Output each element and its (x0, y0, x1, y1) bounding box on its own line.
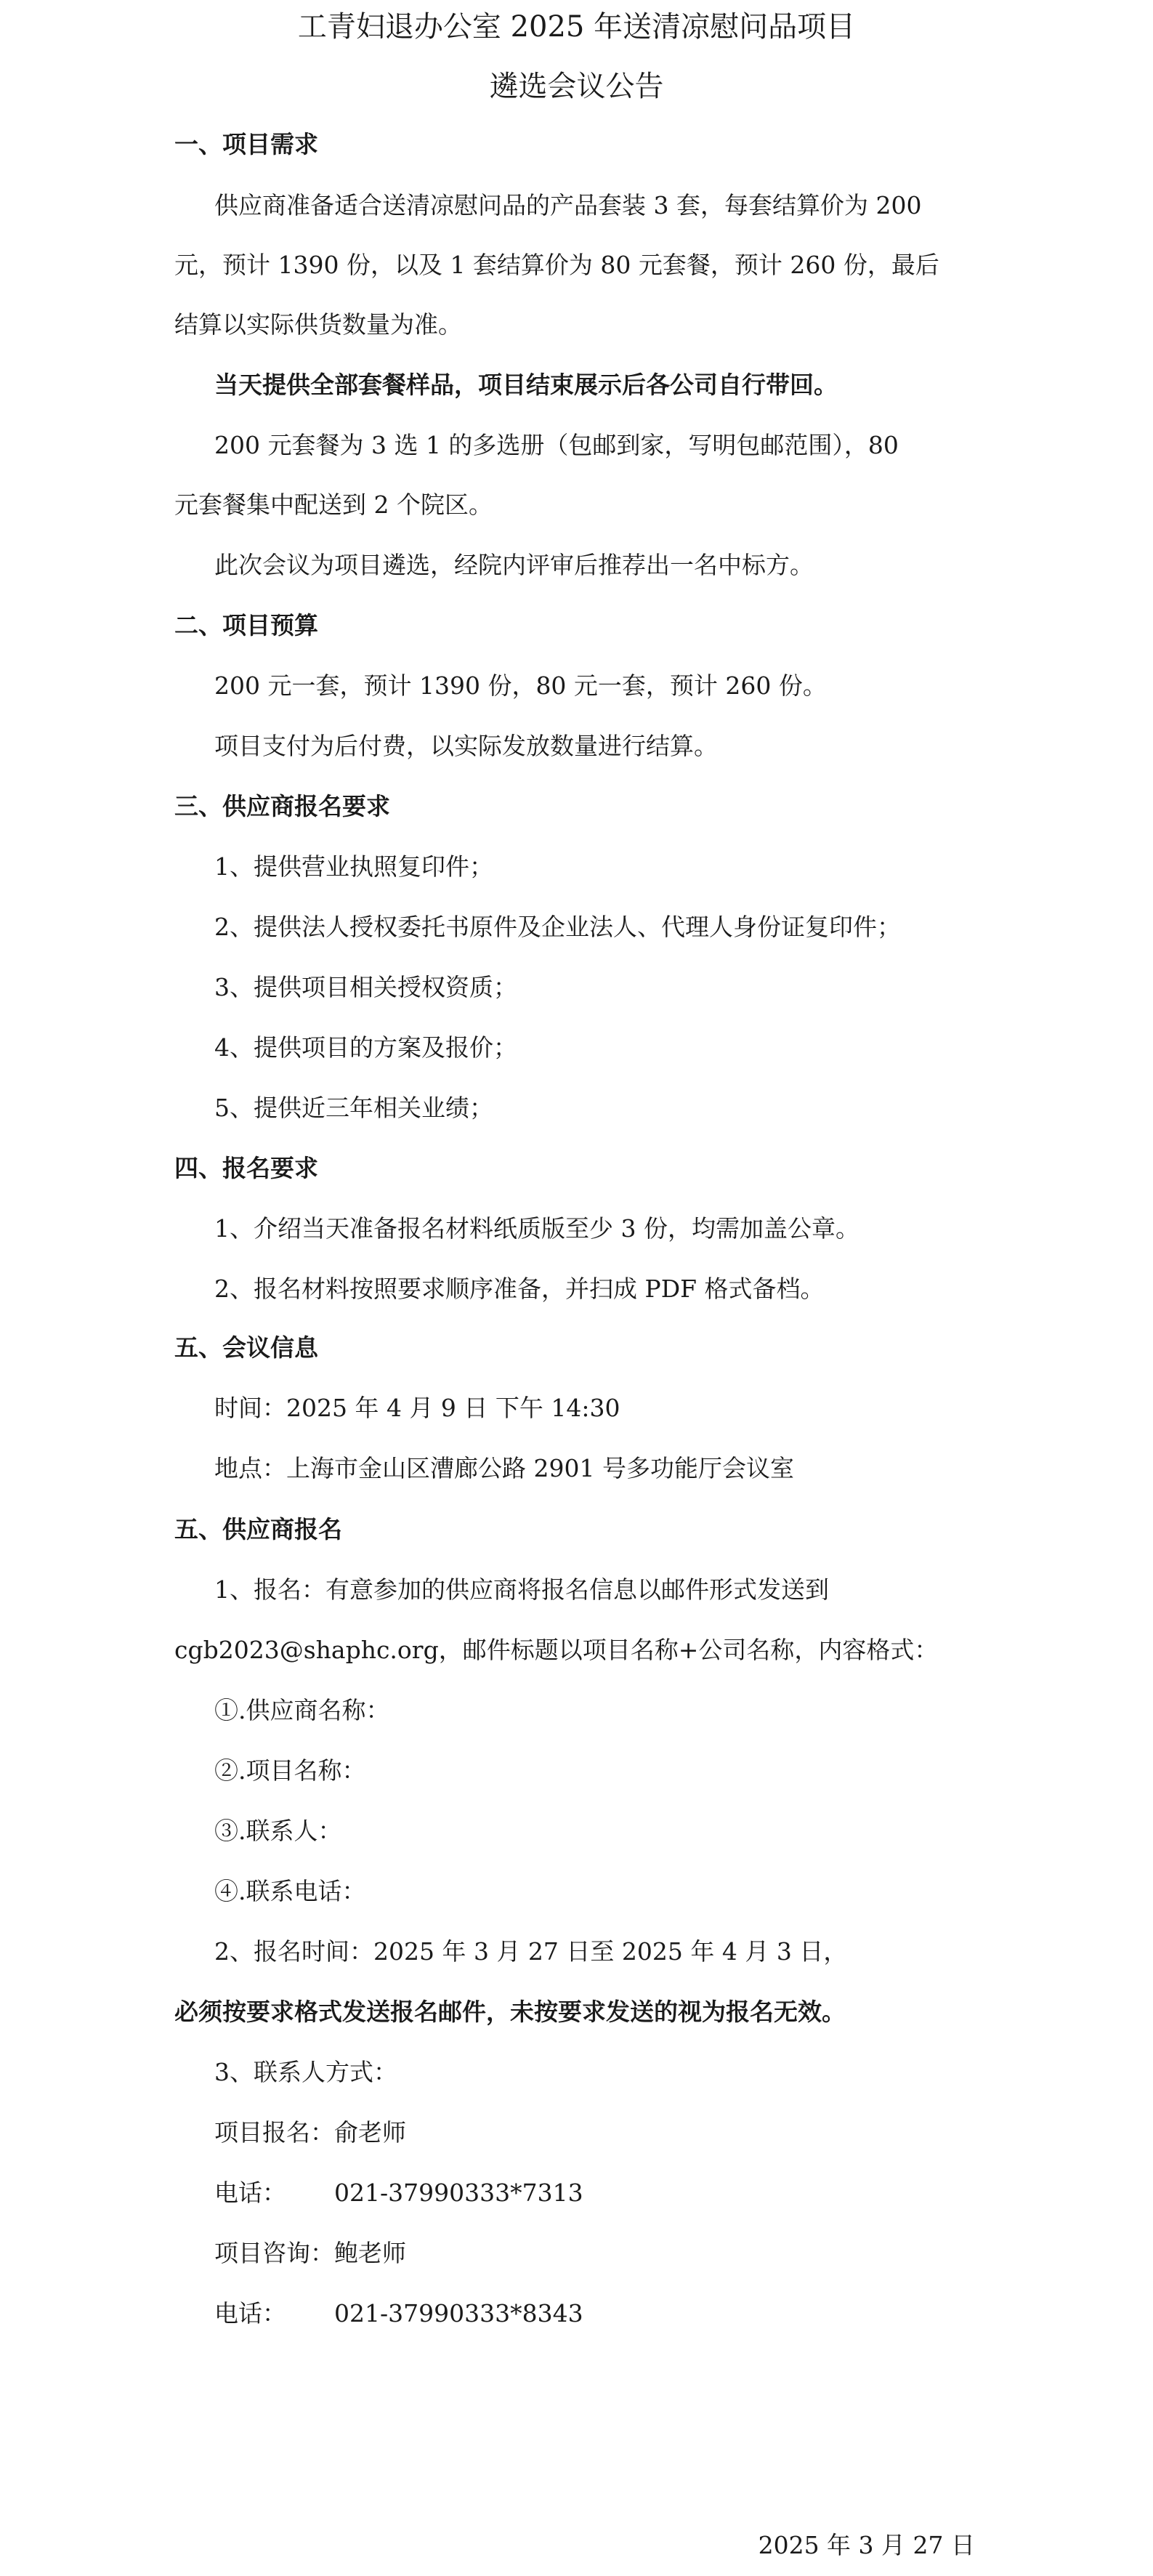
list-item: 2、报名材料按照要求顺序准备，并扫成 PDF 格式备档。 (214, 1275, 825, 1303)
paragraph-line: cgb2023@shaphc.org，邮件标题以项目名称+公司名称，内容格式： (174, 1636, 939, 1664)
section-heading-budget: 二、项目预算 (174, 611, 318, 639)
paragraph-line: 结算以实际供货数量为准。 (174, 310, 462, 339)
contact-label: 电话： (214, 2299, 286, 2327)
contact-name: 俞老师 (334, 2118, 406, 2147)
contact-label: 电话： (214, 2179, 286, 2207)
list-item: 3、提供项目相关授权资质； (214, 973, 517, 1001)
list-item: 5、提供近三年相关业绩； (214, 1094, 493, 1122)
section-heading-supplier-requirements: 三、供应商报名要求 (174, 792, 390, 820)
list-item: 2、提供法人授权委托书原件及企业法人、代理人身份证复印件； (214, 913, 901, 941)
paragraph-line: 项目支付为后付费，以实际发放数量进行结算。 (214, 732, 718, 760)
section-heading-supplier-signup: 五、供应商报名 (174, 1515, 342, 1543)
contact-phone (214, 2176, 583, 2210)
contact-name: 鲍老师 (334, 2239, 406, 2267)
contact-phone (214, 2297, 583, 2330)
paragraph-line: 元，预计 1390 份，以及 1 套结算价为 80 元套餐，预计 260 份，最后 (174, 251, 939, 279)
document-title: 工青妇退办公室 2025 年送清凉慰问品项目 (297, 10, 856, 44)
contact-heading: 3、联系人方式： (214, 2058, 397, 2086)
contact-signup (214, 2116, 406, 2149)
contact-label: 项目报名： (214, 2118, 334, 2147)
bold-notice: 当天提供全部套餐样品，项目结束展示后各公司自行带回。 (214, 371, 838, 399)
meeting-time: 时间：2025 年 4 月 9 日 下午 14:30 (214, 1394, 620, 1422)
phone-number: 021-37990333*8343 (334, 2299, 583, 2327)
format-item: ③.联系人： (214, 1817, 342, 1845)
section-heading-signup-requirements: 四、报名要求 (174, 1154, 318, 1182)
paragraph-line: 元套餐集中配送到 2 个院区。 (174, 490, 493, 519)
paragraph-line: 供应商准备适合送清凉慰问品的产品套装 3 套，每套结算价为 200 (214, 191, 922, 219)
contact-label: 项目咨询： (214, 2239, 334, 2267)
paragraph-line: 1、报名：有意参加的供应商将报名信息以邮件形式发送到 (214, 1575, 829, 1604)
signup-time: 2、报名时间：2025 年 3 月 27 日至 2025 年 4 月 3 日， (214, 1937, 848, 1966)
document-subtitle: 遴选会议公告 (489, 70, 664, 103)
list-item: 4、提供项目的方案及报价； (214, 1033, 517, 1062)
paragraph-line: 此次会议为项目遴选，经院内评审后推荐出一名中标方。 (214, 551, 814, 579)
section-heading-meeting-info: 五、会议信息 (174, 1333, 318, 1362)
section-heading-requirements: 一、项目需求 (174, 130, 318, 158)
format-item: ①.供应商名称： (214, 1696, 390, 1724)
bold-warning: 必须按要求格式发送报名邮件，未按要求发送的视为报名无效。 (174, 1998, 846, 2026)
contact-consult (214, 2237, 406, 2270)
format-item: ②.项目名称： (214, 1756, 366, 1785)
paragraph-line: 200 元一套，预计 1390 份，80 元一套，预计 260 份。 (214, 671, 827, 700)
document-date: 2025 年 3 月 27 日 (758, 2531, 975, 2559)
meeting-place: 地点：上海市金山区漕廊公路 2901 号多功能厅会议室 (214, 1454, 794, 1482)
format-item: ④.联系电话： (214, 1877, 366, 1905)
list-item: 1、提供营业执照复印件； (214, 852, 493, 881)
paragraph-line: 200 元套餐为 3 选 1 的多选册（包邮到家，写明包邮范围），80 (214, 431, 899, 459)
list-item: 1、介绍当天准备报名材料纸质版至少 3 份，均需加盖公章。 (214, 1214, 859, 1243)
phone-number: 021-37990333*7313 (334, 2179, 583, 2207)
